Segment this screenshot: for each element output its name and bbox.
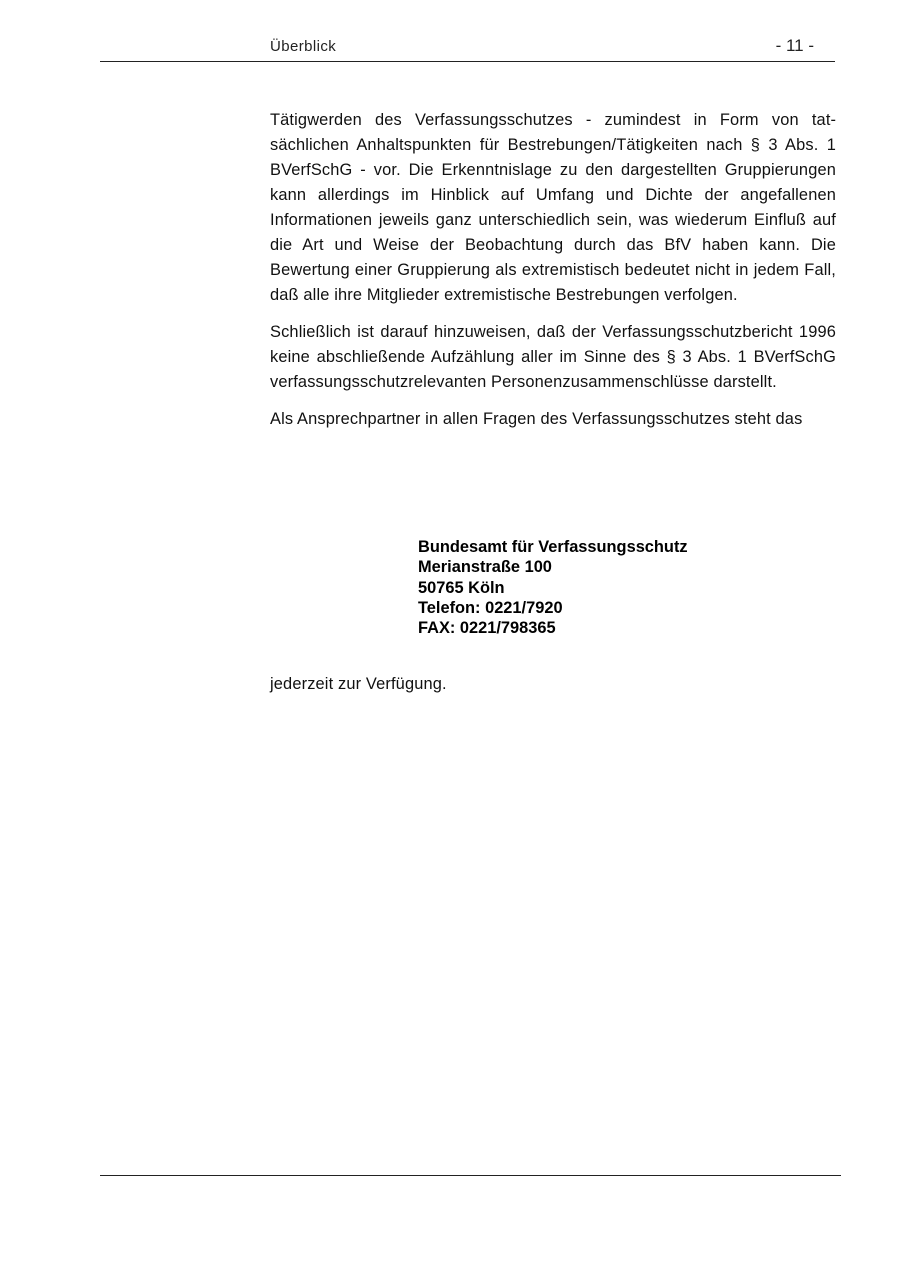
paragraph: Tätigwerden des Verfassungsschutzes - zumindest in Form von tatsächlichen Anhaltspunkten für Bestrebungen/Tätigkeiten nach § 3 Abs. 1 BVerfSchG - vor. Die Erkenntnislage zu den dargestellten Gruppierungen kann allerdings im Hinblick auf Umfang und Dichte der angefallenen Informationen jeweils ganz unterschiedlich sein, was wiederum Einfluß auf die Art und Weise der Beobachtung durch das BfV haben kann. Die Bewertung einer Gruppierung als extremistisch bedeutet nicht in jedem Fall, daß alle ihre Mitglieder extremistische Bestrebungen verfolgen. [270,111,836,304]
address-organization: Bundesamt für Verfassungsschutz [418,538,688,556]
header-divider [100,61,835,62]
running-header-title: Überblick [270,38,337,55]
paragraph: Schließlich ist darauf hinzuweisen, daß der Verfassungsschutzbericht 1996 keine abschließende Aufzählung aller im Sinne des § 3 Abs. 1 BVerfSchG verfassungsschutzrelevanten Personenzusammenschlüsse darstellt. [270,323,836,391]
footer-divider [100,1175,841,1176]
address-fax: FAX: 0221/798365 [418,619,556,638]
address-street: Merianstraße 100 [418,558,552,577]
closing-sentence: jederzeit zur Verfügung. [270,675,447,693]
page-number: - 11 - [775,36,814,55]
contact-address [418,537,838,638]
body-text [270,108,836,444]
address-phone: Telefon: 0221/7920 [418,598,563,617]
address-city: 50765 Köln [418,578,505,597]
paragraph: Als Ansprechpartner in allen Fragen des Verfassungsschutzes steht das [270,410,803,428]
